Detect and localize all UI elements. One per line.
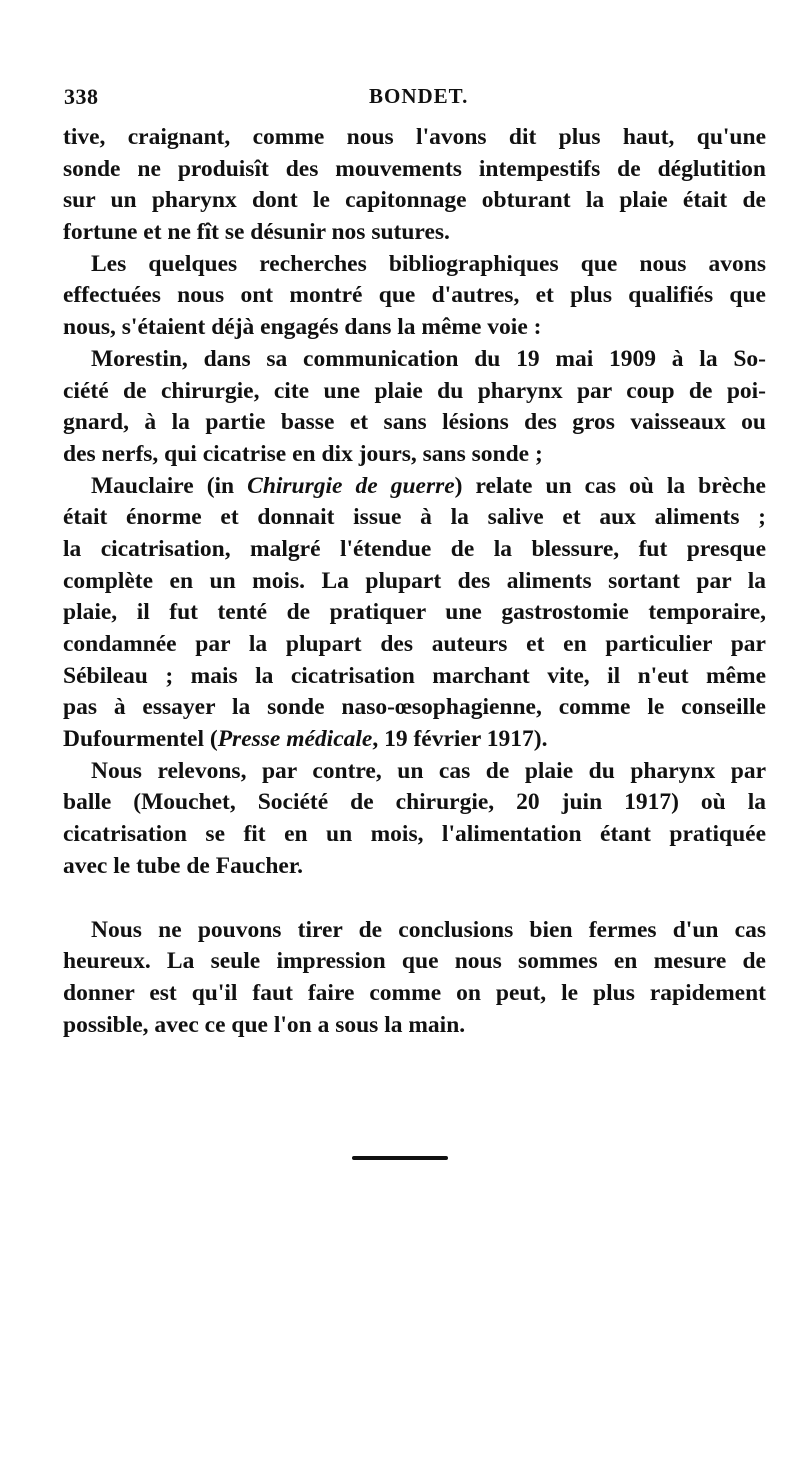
- text-line: Nous relevons, par contre, un cas de plaie du pharynx par: [91, 757, 766, 784]
- text-line: effectuées nous ont montré que d'autres, et plus qualifiés que: [63, 282, 766, 309]
- text-line: plaie, il fut tenté de pratiquer une gastrostomie temporaire,: [63, 599, 766, 626]
- text-line: Les quelques recherches bibliographiques que nous avons: [91, 250, 766, 277]
- text-line: balle (Mouchet, Société de chirurgie, 20 juin 1917) où la: [63, 789, 766, 816]
- text-line: [63, 471, 766, 503]
- text-line: condamnée par la plupart des auteurs et en particulier par: [63, 631, 766, 657]
- text-line: sur un pharynx dont le capitonnage obturant la plaie était de: [63, 187, 766, 214]
- text-line: des nerfs, qui cicatrise en dix jours, sans sonde ;: [63, 440, 543, 467]
- text-line: Morestin, dans sa communication du 19 mai 1909 à la So-: [91, 345, 766, 372]
- text-line: complète en un mois. La plupart des aliments sortant par la: [63, 567, 766, 594]
- text-line: heureux. La seule impression que nous sommes en mesure de: [63, 948, 766, 975]
- text-line: était énorme et donnait issue à la salive et aux aliments ;: [63, 504, 766, 531]
- text-line: pas à essayer la sonde naso-œsophagienne, comme le conseille: [63, 694, 766, 721]
- text-line: donner est qu'il faut faire comme on peut, le plus rapidement: [63, 979, 766, 1006]
- body-text: [63, 122, 766, 1041]
- text-line: nous, s'étaient déjà engagés dans la même voie :: [63, 314, 542, 341]
- italic-title: Chirurgie de guerre: [247, 472, 455, 499]
- text-line: Sébileau ; mais la cicatrisation marchant vite, il n'eut même: [63, 662, 766, 689]
- text-line: [63, 724, 766, 756]
- running-head: [64, 84, 754, 118]
- text-line: avec le tube de Faucher.: [63, 852, 303, 879]
- end-rule: [352, 1156, 448, 1160]
- text-line: la cicatrisation, malgré l'étendue de la blessure, fut presque: [63, 535, 766, 562]
- page-number: 338: [64, 84, 99, 109]
- text-line: fortune et ne fît se désunir nos sutures.: [63, 219, 450, 246]
- italic-title: Presse médicale: [217, 726, 373, 753]
- text-line: gnard, à la partie basse et sans lésions des gros vaisseaux ou: [63, 409, 766, 436]
- text-segment: ) relate un cas où la brèche: [454, 472, 766, 499]
- text-line: sonde ne produisît des mouvements intempestifs de déglutition: [63, 155, 766, 182]
- text-segment: , 19 février 1917).: [372, 726, 548, 753]
- text-line: possible, avec ce que l'on a sous la main.: [63, 1011, 466, 1038]
- text-segment: Dufourmentel (: [63, 726, 218, 753]
- text-line: ciété de chirurgie, cite une plaie du pharynx par coup de poi-: [63, 377, 766, 404]
- text-line: cicatrisation se fit en un mois, l'alimentation étant pratiquée: [63, 821, 766, 848]
- running-title: BONDET.: [369, 84, 469, 108]
- text-line: tive, craignant, comme nous l'avons dit plus haut, qu'une: [63, 124, 766, 150]
- text-line: Nous ne pouvons tirer de conclusions bien fermes d'un cas: [91, 916, 766, 943]
- text-segment: Mauclaire (in: [91, 472, 248, 499]
